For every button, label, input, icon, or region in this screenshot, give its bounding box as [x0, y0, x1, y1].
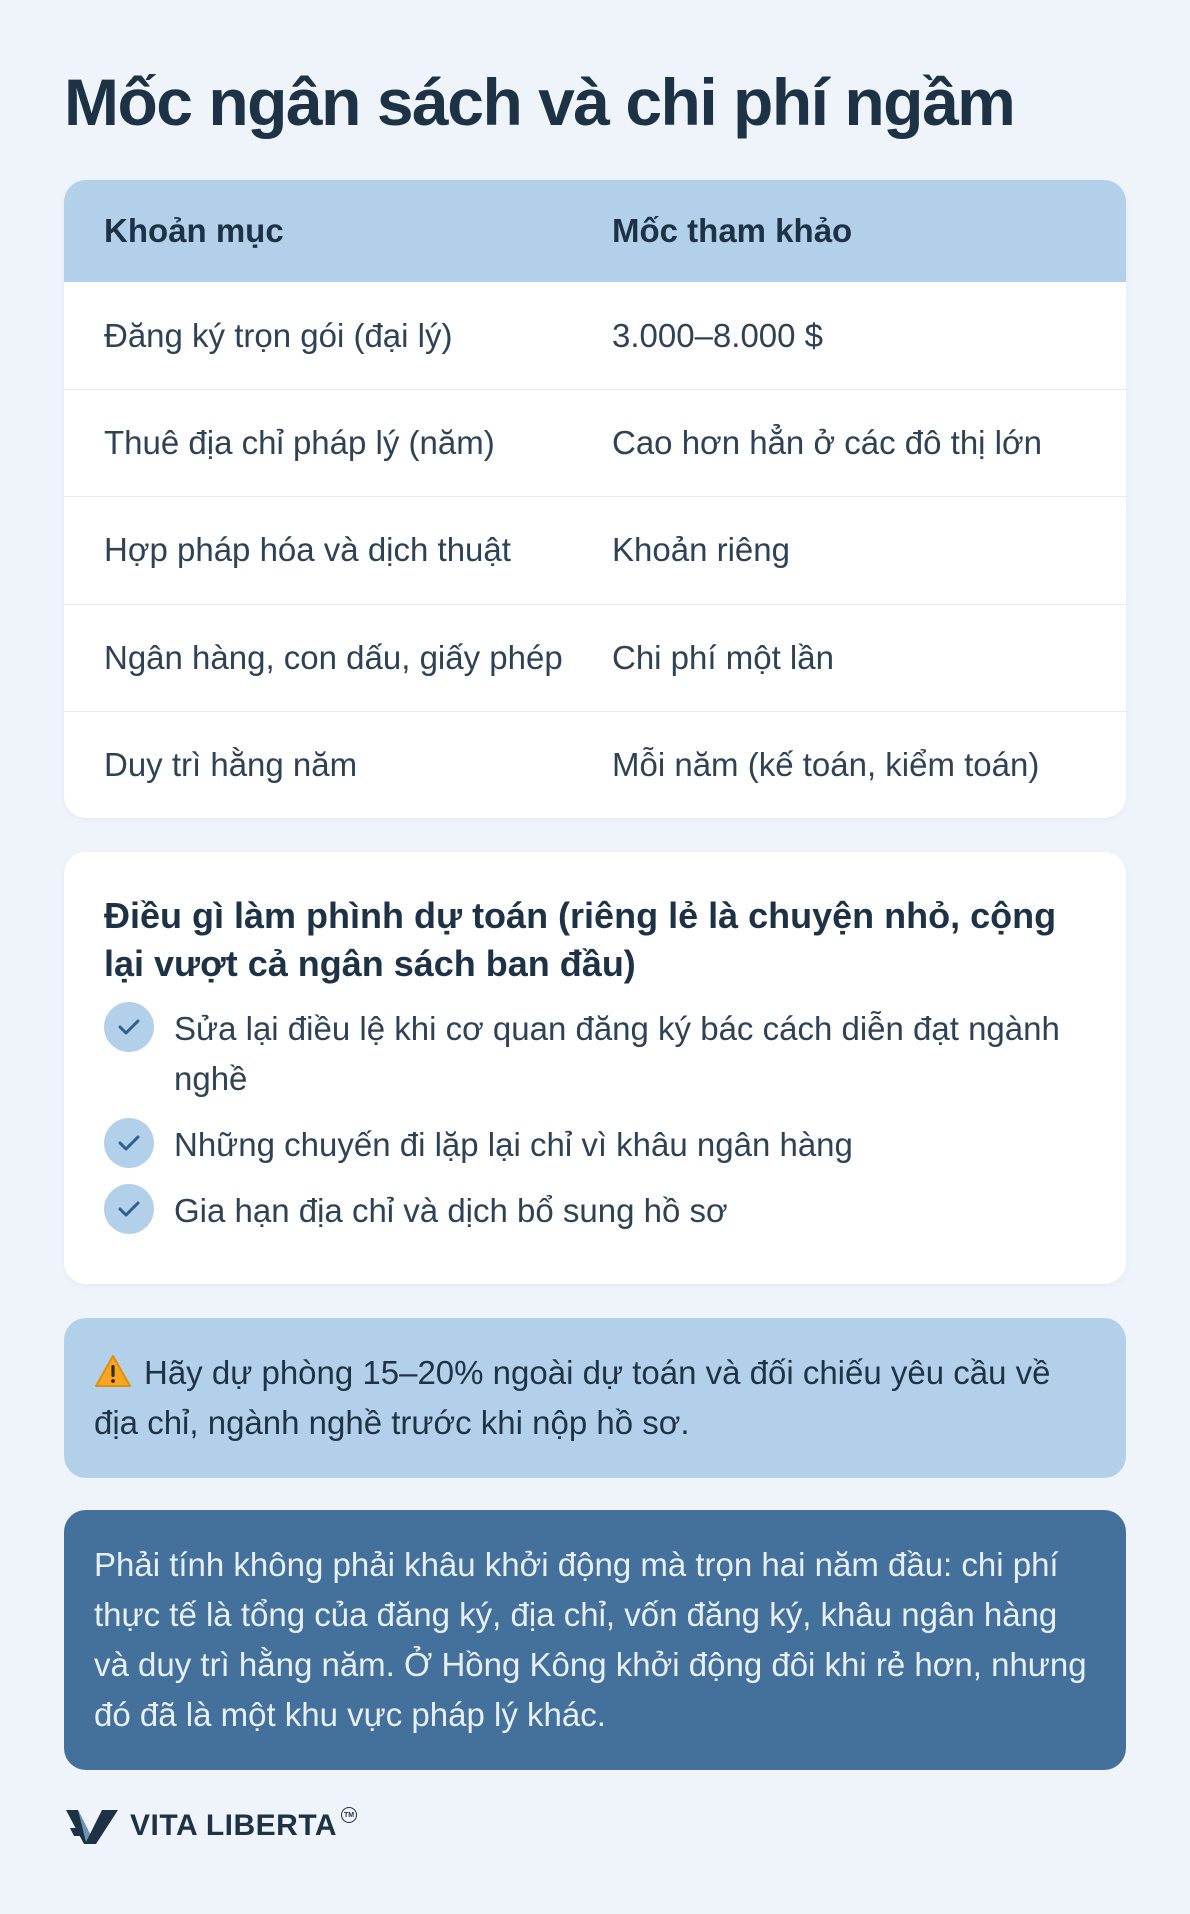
- checklist: [104, 1004, 1086, 1236]
- table-body: [64, 282, 1126, 818]
- table-cell-reference: Chi phí một lần: [612, 638, 834, 676]
- table-row: [64, 389, 1126, 496]
- check-icon: [104, 1184, 154, 1234]
- brand-logo: [64, 1806, 357, 1846]
- summary-callout: [64, 1510, 1126, 1770]
- logo-mark-icon: [64, 1806, 120, 1846]
- table-cell-reference: Mỗi năm (kế toán, kiểm toán): [612, 745, 1040, 783]
- warning-icon: [94, 1354, 132, 1388]
- check-icon: [104, 1118, 154, 1168]
- list-item-text: Những chuyến đi lặp lại chỉ vì khâu ngân hàng: [174, 1126, 853, 1163]
- table-cell-item: Thuê địa chỉ pháp lý (năm): [104, 424, 495, 462]
- checklist-title: Điều gì làm phình dự toán (riêng lẻ là chuyện nhỏ, cộng lại vượt cả ngân sách ban đầu): [104, 895, 1057, 984]
- table-row: [64, 496, 1126, 603]
- list-item-text: Gia hạn địa chỉ và dịch bổ sung hồ sơ: [174, 1192, 728, 1229]
- table-cell-reference: Khoản riêng: [612, 531, 790, 569]
- cost-overrun-card: [64, 852, 1126, 1284]
- table-cell-reference: 3.000–8.000 $: [612, 316, 824, 354]
- table-row: [64, 711, 1126, 818]
- table-cell-item: Duy trì hằng năm: [104, 745, 358, 783]
- table-header-item: Khoản mục: [104, 212, 284, 249]
- list-item-text: Sửa lại điều lệ khi cơ quan đăng ký bác cách diễn đạt ngành nghề: [174, 1010, 1060, 1097]
- list-item: [104, 1004, 1086, 1104]
- trademark-badge: TM: [341, 1807, 357, 1823]
- warning-text: Hãy dự phòng 15–20% ngoài dự toán và đối chiếu yêu cầu về địa chỉ, ngành nghề trước khi nộp hồ sơ.: [94, 1354, 1051, 1441]
- budget-table: [64, 180, 1126, 818]
- check-icon: [104, 1002, 154, 1052]
- summary-text: Phải tính không phải khâu khởi động mà trọn hai năm đầu: chi phí thực tế là tổng của đăng ký, địa chỉ, vốn đăng ký, khâu ngân hàng và duy trì hằng năm. Ở Hồng Kông khởi động đôi khi rẻ hơn, nhưng đó đã là một khu vực pháp lý khác.: [94, 1546, 1087, 1733]
- table-header-reference: Mốc tham khảo: [612, 212, 853, 249]
- logo-text: VITA LIBERTA: [130, 1809, 338, 1842]
- table-cell-item: Đăng ký trọn gói (đại lý): [104, 316, 453, 354]
- table-cell-item: Hợp pháp hóa và dịch thuật: [104, 531, 511, 569]
- table-header-row: [64, 180, 1126, 282]
- warning-callout: [64, 1318, 1126, 1478]
- list-item: [104, 1186, 1086, 1236]
- table-row: [64, 282, 1126, 389]
- list-item: [104, 1120, 1086, 1170]
- table-row: [64, 604, 1126, 711]
- warning-text-block: [94, 1348, 1096, 1448]
- page-title: Mốc ngân sách và chi phí ngầm: [64, 65, 1015, 139]
- table-cell-item: Ngân hàng, con dấu, giấy phép: [104, 638, 563, 676]
- table-cell-reference: Cao hơn hẳn ở các đô thị lớn: [612, 424, 1042, 462]
